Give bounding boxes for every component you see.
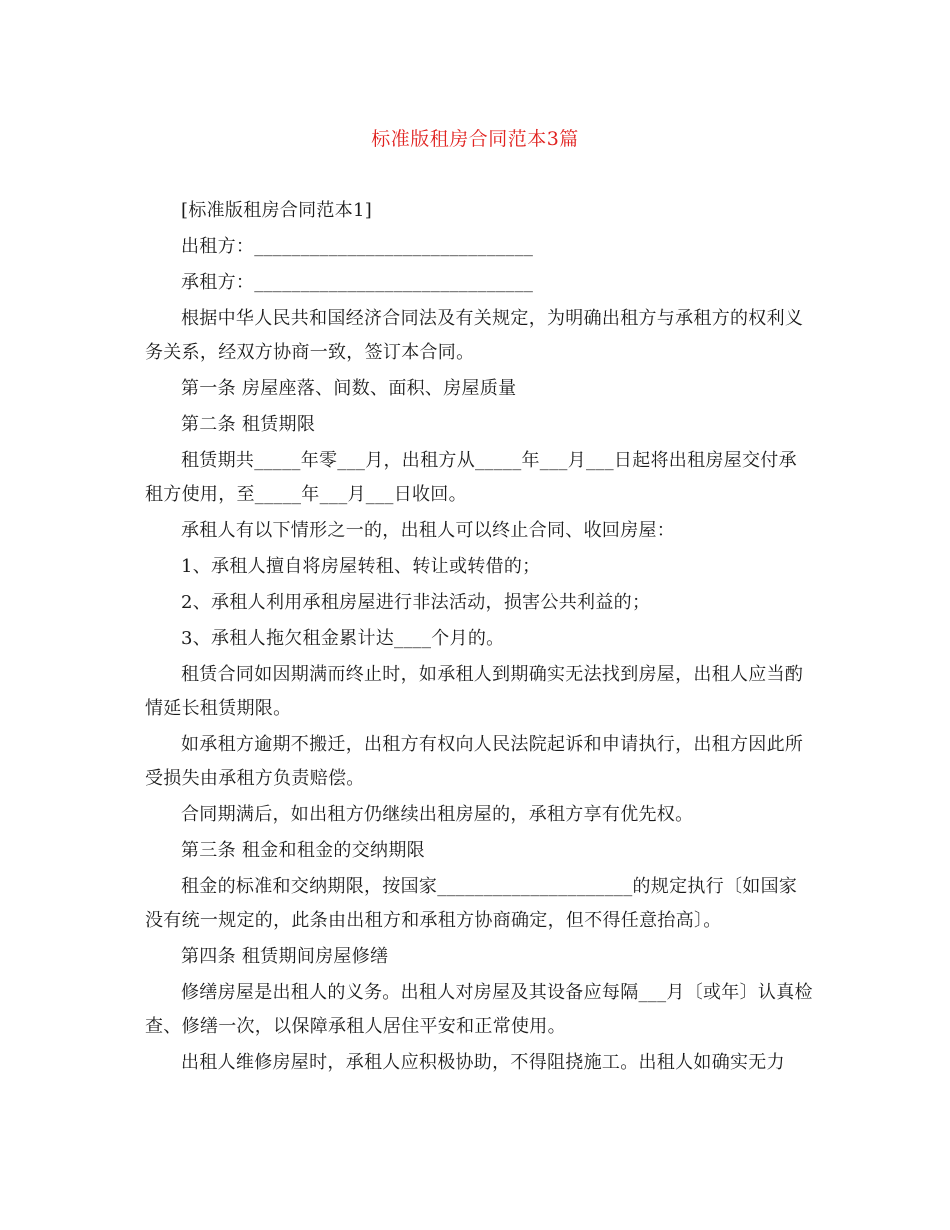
article-heading: 第三条 租金和租金的交纳期限 [181,840,425,861]
article-heading: 第一条 房屋座落、间数、面积、房屋质量 [181,378,517,399]
section-heading: [标准版租房合同范本1] [181,200,373,221]
document-body [145,194,815,1082]
lessor-field: 出租方：______________________________ [181,236,534,257]
paragraph: 出租人维修房屋时，承租人应积极协助，不得阻挠施工。出租人如确实无力 [181,1052,785,1073]
paragraph: 租金的标准和交纳期限，按国家_____________________的规定执行〔如国家没有统一规定的，此条由出租方和承租方协商确定，但不得任意抬高〕。 [145,876,798,931]
list-item: 1、承租人擅自将房屋转租、转让或转借的； [181,556,541,577]
article-heading: 第二条 租赁期限 [181,414,316,435]
lessee-field: 承租方：______________________________ [181,272,534,293]
paragraph: 修缮房屋是出租人的义务。出租人对房屋及其设备应每隔___月〔或年〕认真检查、修缮一次，以保障承租人居住平安和正常使用。 [145,982,813,1037]
paragraph: 合同期满后，如出租方仍继续出租房屋的，承租方享有优先权。 [181,804,694,825]
paragraph: 如承租方逾期不搬迁，出租方有权向人民法院起诉和申请执行，出租方因此所受损失由承租方负责赔偿。 [145,734,804,789]
paragraph: 租赁合同如因期满而终止时，如承租人到期确实无法找到房屋，出租人应当酌情延长租赁期限。 [145,664,804,719]
list-item: 3、承租人拖欠租金累计达____个月的。 [181,628,505,649]
article-heading: 第四条 租赁期间房屋修缮 [181,946,389,967]
paragraph: 租赁期共_____年零___月，出租方从_____年___月___日起将出租房屋交付承租方使用，至_____年___月___日收回。 [145,450,797,505]
list-item: 2、承租人利用承租房屋进行非法活动，损害公共利益的； [181,592,651,613]
paragraph: 根据中华人民共和国经济合同法及有关规定，为明确出租方与承租方的权利义务关系，经双方协商一致，签订本合同。 [145,308,804,363]
document-title: 标准版租房合同范本3篇 [371,128,579,150]
paragraph: 承租人有以下情形之一的，出租人可以终止合同、收回房屋： [181,520,676,541]
